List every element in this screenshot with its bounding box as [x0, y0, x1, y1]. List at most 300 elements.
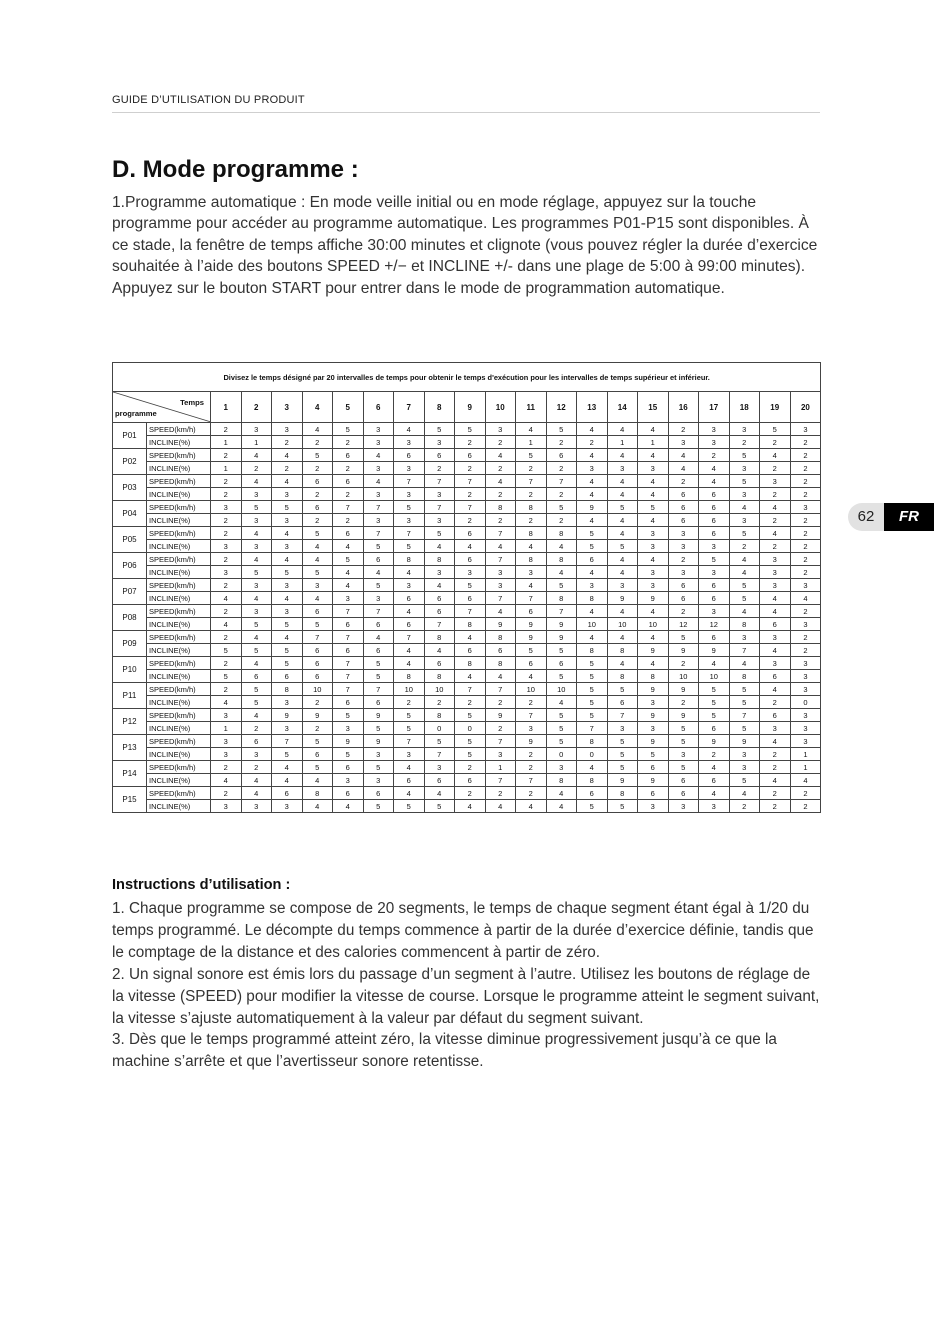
incline-cell: 5 — [516, 644, 547, 657]
speed-cell: 5 — [729, 579, 760, 592]
speed-cell: 4 — [729, 787, 760, 800]
incline-cell: 4 — [302, 774, 333, 787]
speed-cell: 7 — [485, 735, 516, 748]
speed-cell: 6 — [455, 449, 486, 462]
incline-cell: 5 — [241, 644, 272, 657]
incline-cell: 5 — [302, 618, 333, 631]
column-header: 20 — [790, 392, 821, 423]
incline-cell: 1 — [607, 436, 638, 449]
incline-cell: 3 — [668, 800, 699, 813]
speed-cell: 4 — [638, 605, 669, 618]
speed-cell: 4 — [607, 631, 638, 644]
incline-cell: 2 — [424, 462, 455, 475]
column-header: 12 — [546, 392, 577, 423]
incline-cell: 5 — [729, 696, 760, 709]
incline-cell: 6 — [424, 592, 455, 605]
incline-cell: 4 — [241, 592, 272, 605]
speed-cell: 8 — [546, 553, 577, 566]
incline-cell: 1 — [638, 436, 669, 449]
speed-cell: 2 — [516, 787, 547, 800]
speed-cell: 7 — [455, 683, 486, 696]
speed-cell: 5 — [607, 735, 638, 748]
speed-cell: 5 — [363, 657, 394, 670]
incline-cell: 8 — [607, 644, 638, 657]
speed-cell: 5 — [394, 501, 425, 514]
section-title: D. Mode programme : — [112, 156, 359, 183]
speed-cell: 7 — [546, 475, 577, 488]
incline-cell: 2 — [516, 696, 547, 709]
incline-cell: 2 — [546, 436, 577, 449]
incline-cell: 3 — [272, 514, 303, 527]
speed-cell: 4 — [760, 449, 791, 462]
incline-cell: 2 — [485, 514, 516, 527]
incline-cell: 3 — [241, 800, 272, 813]
incline-cell: 8 — [638, 670, 669, 683]
speed-cell: 5 — [272, 657, 303, 670]
speed-cell: 5 — [607, 761, 638, 774]
incline-cell: 9 — [638, 644, 669, 657]
incline-cell: 3 — [363, 436, 394, 449]
incline-cell: 1 — [211, 436, 242, 449]
incline-cell: 2 — [211, 488, 242, 501]
incline-cell: 3 — [241, 540, 272, 553]
incline-cell: 4 — [516, 540, 547, 553]
speed-cell: 5 — [760, 423, 791, 436]
incline-cell: 2 — [790, 488, 821, 501]
speed-cell: 3 — [638, 579, 669, 592]
speed-cell: 2 — [455, 787, 486, 800]
speed-cell: 3 — [211, 735, 242, 748]
speed-cell: 4 — [241, 657, 272, 670]
speed-cell: 9 — [668, 683, 699, 696]
speed-cell: 4 — [577, 761, 608, 774]
speed-cell: 2 — [699, 449, 730, 462]
speed-cell: 4 — [699, 475, 730, 488]
incline-cell: 4 — [394, 644, 425, 657]
incline-cell: 6 — [363, 644, 394, 657]
incline-cell: 2 — [760, 488, 791, 501]
incline-cell: 6 — [485, 644, 516, 657]
incline-cell: 9 — [485, 618, 516, 631]
column-header: 13 — [577, 392, 608, 423]
incline-cell: 2 — [729, 540, 760, 553]
incline-cell: 4 — [668, 462, 699, 475]
incline-cell: 8 — [546, 774, 577, 787]
speed-cell: 7 — [516, 475, 547, 488]
speed-cell: 4 — [272, 527, 303, 540]
speed-cell: 8 — [516, 527, 547, 540]
speed-cell: 4 — [577, 423, 608, 436]
column-header: 9 — [455, 392, 486, 423]
incline-cell: 3 — [241, 748, 272, 761]
speed-cell: 4 — [272, 761, 303, 774]
speed-cell: 4 — [546, 787, 577, 800]
instructions-body — [112, 898, 824, 1073]
incline-cell: 4 — [272, 592, 303, 605]
column-header: 7 — [394, 392, 425, 423]
speed-cell: 5 — [638, 501, 669, 514]
incline-cell: 9 — [546, 618, 577, 631]
incline-cell: 3 — [638, 800, 669, 813]
incline-cell: 8 — [577, 774, 608, 787]
speed-cell: 3 — [272, 605, 303, 618]
incline-cell: 5 — [546, 644, 577, 657]
speed-cell: 4 — [607, 553, 638, 566]
speed-cell: 6 — [668, 579, 699, 592]
incline-cell: 10 — [607, 618, 638, 631]
speed-cell: 6 — [333, 475, 364, 488]
incline-cell: 0 — [577, 748, 608, 761]
incline-cell: 5 — [394, 722, 425, 735]
table-row-incline — [113, 488, 821, 501]
speed-cell: 3 — [363, 423, 394, 436]
program-name: P07 — [113, 579, 147, 605]
speed-cell: 5 — [241, 683, 272, 696]
table-row-incline — [113, 644, 821, 657]
incline-cell: 3 — [516, 722, 547, 735]
incline-cell: 4 — [211, 774, 242, 787]
speed-cell: 3 — [760, 553, 791, 566]
incline-cell: 2 — [302, 514, 333, 527]
speed-cell: 5 — [455, 579, 486, 592]
speed-cell: 2 — [790, 631, 821, 644]
speed-cell: 6 — [241, 735, 272, 748]
incline-cell: 9 — [516, 618, 547, 631]
speed-cell: 2 — [668, 657, 699, 670]
column-header: 6 — [363, 392, 394, 423]
incline-cell: 5 — [607, 748, 638, 761]
incline-cell: 4 — [516, 800, 547, 813]
speed-cell: 7 — [333, 501, 364, 514]
metric-label-speed: SPEED(km/h) — [147, 423, 211, 436]
speed-cell: 10 — [394, 683, 425, 696]
metric-label-speed: SPEED(km/h) — [147, 709, 211, 722]
incline-cell: 6 — [699, 774, 730, 787]
incline-cell: 3 — [272, 488, 303, 501]
speed-cell: 9 — [577, 501, 608, 514]
speed-cell: 10 — [424, 683, 455, 696]
speed-cell: 8 — [394, 553, 425, 566]
speed-cell: 4 — [485, 475, 516, 488]
incline-cell: 3 — [333, 774, 364, 787]
incline-cell: 4 — [516, 670, 547, 683]
incline-cell: 3 — [363, 748, 394, 761]
language-badge: FR — [884, 503, 934, 531]
speed-cell: 2 — [790, 449, 821, 462]
speed-cell: 7 — [394, 527, 425, 540]
speed-cell: 4 — [424, 579, 455, 592]
speed-cell: 5 — [363, 761, 394, 774]
incline-cell: 5 — [241, 566, 272, 579]
table-row-incline — [113, 566, 821, 579]
incline-cell: 2 — [485, 488, 516, 501]
speed-cell: 7 — [394, 735, 425, 748]
speed-cell: 6 — [333, 787, 364, 800]
speed-cell: 3 — [790, 657, 821, 670]
speed-cell: 4 — [241, 475, 272, 488]
incline-cell: 8 — [729, 618, 760, 631]
program-name: P09 — [113, 631, 147, 657]
table-row-speed — [113, 683, 821, 696]
incline-cell: 5 — [272, 644, 303, 657]
incline-cell: 2 — [790, 566, 821, 579]
incline-cell: 4 — [546, 540, 577, 553]
incline-cell: 4 — [790, 592, 821, 605]
incline-cell: 2 — [546, 488, 577, 501]
speed-cell: 6 — [333, 527, 364, 540]
speed-cell: 2 — [668, 423, 699, 436]
program-name: P15 — [113, 787, 147, 813]
incline-cell: 7 — [485, 774, 516, 787]
speed-cell: 6 — [302, 475, 333, 488]
program-name: P12 — [113, 709, 147, 735]
incline-cell: 2 — [302, 462, 333, 475]
incline-cell: 8 — [394, 670, 425, 683]
speed-cell: 3 — [790, 683, 821, 696]
speed-cell: 3 — [760, 579, 791, 592]
speed-cell: 3 — [729, 761, 760, 774]
speed-cell: 2 — [241, 761, 272, 774]
speed-cell: 5 — [546, 501, 577, 514]
speed-cell: 7 — [394, 631, 425, 644]
speed-cell: 4 — [241, 787, 272, 800]
speed-cell: 5 — [333, 709, 364, 722]
table-row-speed — [113, 501, 821, 514]
metric-label-incline: INCLINE(%) — [147, 462, 211, 475]
speed-cell: 4 — [607, 449, 638, 462]
incline-cell: 2 — [333, 436, 364, 449]
corner-label-time: Temps — [180, 398, 204, 407]
incline-cell: 4 — [455, 540, 486, 553]
incline-cell: 6 — [699, 592, 730, 605]
incline-cell: 0 — [455, 722, 486, 735]
incline-cell: 2 — [729, 800, 760, 813]
incline-cell: 8 — [577, 644, 608, 657]
incline-cell: 3 — [638, 540, 669, 553]
speed-cell: 7 — [272, 735, 303, 748]
metric-label-speed: SPEED(km/h) — [147, 761, 211, 774]
incline-cell: 5 — [729, 774, 760, 787]
speed-cell: 2 — [790, 605, 821, 618]
incline-cell: 6 — [760, 618, 791, 631]
speed-cell: 4 — [638, 553, 669, 566]
program-name: P05 — [113, 527, 147, 553]
speed-cell: 8 — [455, 657, 486, 670]
speed-cell: 7 — [333, 631, 364, 644]
incline-cell: 9 — [668, 644, 699, 657]
speed-cell: 4 — [760, 605, 791, 618]
speed-cell: 6 — [455, 553, 486, 566]
incline-cell: 5 — [607, 540, 638, 553]
incline-cell: 4 — [485, 800, 516, 813]
metric-label-incline: INCLINE(%) — [147, 722, 211, 735]
incline-cell: 6 — [668, 774, 699, 787]
incline-cell: 3 — [668, 540, 699, 553]
speed-cell: 3 — [577, 579, 608, 592]
speed-cell: 2 — [760, 787, 791, 800]
program-name: P01 — [113, 423, 147, 449]
incline-cell: 1 — [211, 722, 242, 735]
incline-cell: 3 — [729, 514, 760, 527]
metric-label-speed: SPEED(km/h) — [147, 449, 211, 462]
speed-cell: 4 — [485, 449, 516, 462]
incline-cell: 6 — [241, 670, 272, 683]
table-row-speed — [113, 709, 821, 722]
metric-label-speed: SPEED(km/h) — [147, 553, 211, 566]
speed-cell: 5 — [577, 709, 608, 722]
metric-label-speed: SPEED(km/h) — [147, 475, 211, 488]
incline-cell: 4 — [302, 800, 333, 813]
header-corner-cell — [113, 392, 211, 423]
speed-cell: 5 — [424, 527, 455, 540]
speed-cell: 4 — [424, 787, 455, 800]
incline-cell: 4 — [485, 540, 516, 553]
speed-cell: 7 — [455, 475, 486, 488]
speed-cell: 4 — [516, 423, 547, 436]
speed-cell: 2 — [790, 527, 821, 540]
incline-cell: 4 — [760, 774, 791, 787]
speed-cell: 4 — [760, 683, 791, 696]
speed-cell: 5 — [302, 527, 333, 540]
speed-cell: 4 — [638, 475, 669, 488]
incline-cell: 2 — [668, 696, 699, 709]
incline-cell: 10 — [638, 618, 669, 631]
speed-cell: 6 — [638, 787, 669, 800]
speed-cell: 6 — [302, 605, 333, 618]
incline-cell: 5 — [272, 618, 303, 631]
speed-cell: 6 — [668, 787, 699, 800]
incline-cell: 5 — [668, 722, 699, 735]
speed-cell: 9 — [638, 735, 669, 748]
table-row-incline — [113, 696, 821, 709]
incline-cell: 4 — [729, 566, 760, 579]
incline-cell: 5 — [363, 670, 394, 683]
incline-cell: 9 — [699, 644, 730, 657]
incline-cell: 2 — [241, 722, 272, 735]
speed-cell: 5 — [424, 735, 455, 748]
instruction-paragraph-1: 1. Chaque programme se compose de 20 segments, le temps de chaque segment étant égal à 1/20 du temps programmé. Le décompte du temps commence à partir de la durée d’exercice définie, tandis que le comptage de la distance et des calories commencent à partir de zéro. — [112, 900, 814, 961]
incline-cell: 6 — [607, 696, 638, 709]
table-row-incline — [113, 436, 821, 449]
incline-cell: 2 — [516, 514, 547, 527]
metric-label-incline: INCLINE(%) — [147, 436, 211, 449]
incline-cell: 4 — [455, 670, 486, 683]
table-row-speed — [113, 787, 821, 800]
program-name: P03 — [113, 475, 147, 501]
speed-cell: 5 — [729, 683, 760, 696]
incline-cell: 4 — [424, 540, 455, 553]
speed-cell: 9 — [546, 631, 577, 644]
speed-cell: 4 — [241, 631, 272, 644]
speed-cell: 4 — [363, 475, 394, 488]
incline-cell: 6 — [668, 514, 699, 527]
column-header: 18 — [729, 392, 760, 423]
speed-cell: 2 — [211, 475, 242, 488]
incline-cell: 2 — [790, 514, 821, 527]
incline-cell: 6 — [424, 774, 455, 787]
speed-cell: 6 — [302, 501, 333, 514]
speed-cell: 8 — [546, 527, 577, 540]
incline-cell: 5 — [333, 748, 364, 761]
incline-cell: 9 — [607, 774, 638, 787]
speed-cell: 7 — [485, 683, 516, 696]
incline-cell: 10 — [577, 618, 608, 631]
speed-cell: 5 — [302, 761, 333, 774]
incline-cell: 4 — [577, 488, 608, 501]
incline-cell: 2 — [302, 488, 333, 501]
incline-cell: 4 — [211, 618, 242, 631]
speed-cell: 4 — [577, 475, 608, 488]
incline-cell: 3 — [485, 748, 516, 761]
speed-cell: 9 — [333, 735, 364, 748]
incline-cell: 2 — [424, 696, 455, 709]
speed-cell: 2 — [211, 449, 242, 462]
incline-cell: 5 — [546, 670, 577, 683]
speed-cell: 5 — [577, 527, 608, 540]
incline-cell: 4 — [302, 592, 333, 605]
speed-cell: 4 — [485, 605, 516, 618]
incline-cell: 6 — [394, 618, 425, 631]
speed-cell: 4 — [394, 605, 425, 618]
incline-cell: 4 — [211, 696, 242, 709]
column-header: 4 — [302, 392, 333, 423]
incline-cell: 3 — [638, 696, 669, 709]
incline-cell: 2 — [546, 514, 577, 527]
incline-cell: 2 — [485, 696, 516, 709]
speed-cell: 3 — [607, 579, 638, 592]
incline-cell: 5 — [302, 566, 333, 579]
incline-cell: 4 — [760, 592, 791, 605]
speed-cell: 8 — [607, 787, 638, 800]
speed-cell: 5 — [729, 449, 760, 462]
speed-cell: 7 — [363, 683, 394, 696]
speed-cell: 5 — [546, 579, 577, 592]
speed-cell: 5 — [668, 631, 699, 644]
speed-cell: 4 — [699, 761, 730, 774]
table-row-speed — [113, 735, 821, 748]
speed-cell: 2 — [668, 605, 699, 618]
incline-cell: 2 — [760, 800, 791, 813]
speed-cell: 7 — [516, 709, 547, 722]
incline-cell: 3 — [668, 566, 699, 579]
incline-cell: 6 — [302, 670, 333, 683]
metric-label-incline: INCLINE(%) — [147, 774, 211, 787]
table-body — [113, 423, 821, 813]
speed-cell: 3 — [302, 579, 333, 592]
speed-cell: 4 — [638, 449, 669, 462]
speed-cell: 3 — [790, 423, 821, 436]
speed-cell: 4 — [607, 657, 638, 670]
incline-cell: 2 — [699, 748, 730, 761]
speed-cell: 8 — [516, 553, 547, 566]
incline-cell: 2 — [729, 436, 760, 449]
speed-cell: 5 — [302, 735, 333, 748]
speed-cell: 1 — [485, 761, 516, 774]
speed-cell: 7 — [333, 657, 364, 670]
incline-cell: 5 — [729, 722, 760, 735]
speed-cell: 5 — [729, 527, 760, 540]
speed-cell: 6 — [577, 787, 608, 800]
speed-cell: 6 — [699, 527, 730, 540]
incline-cell: 3 — [424, 488, 455, 501]
table-row-speed — [113, 553, 821, 566]
incline-cell: 5 — [394, 800, 425, 813]
incline-cell: 3 — [790, 722, 821, 735]
incline-cell: 6 — [760, 670, 791, 683]
speed-cell: 3 — [760, 475, 791, 488]
incline-cell: 3 — [638, 462, 669, 475]
incline-cell: 6 — [363, 696, 394, 709]
